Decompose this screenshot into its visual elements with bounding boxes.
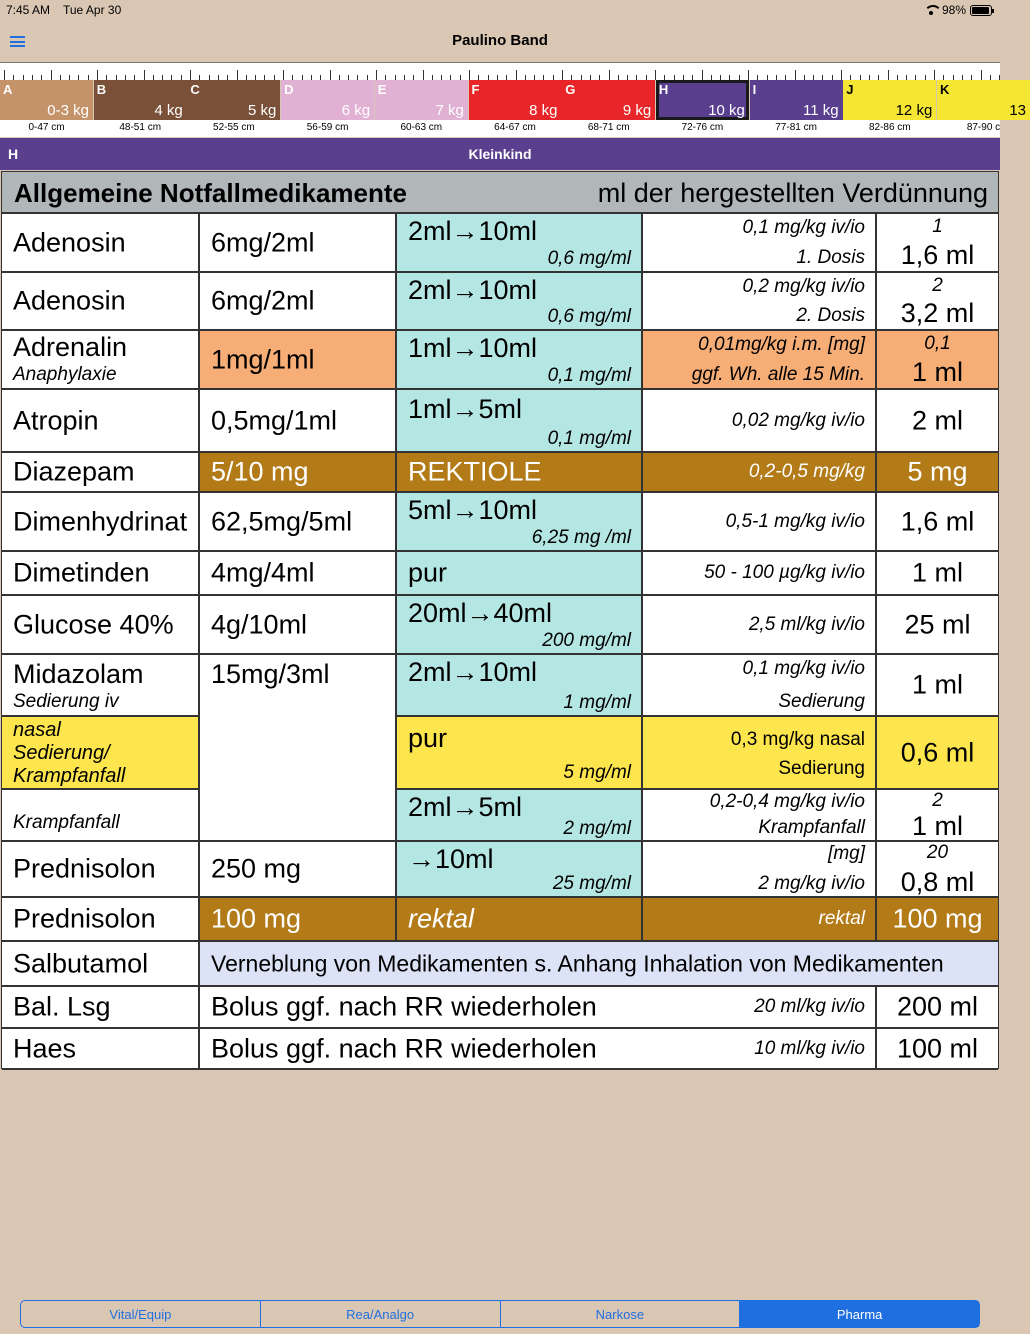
dilution-concentration: 25 mg/ml xyxy=(552,873,631,894)
dilution-text: 2ml→10ml xyxy=(408,657,538,687)
drug-name-text: Atropin xyxy=(13,405,99,435)
concentration-text: 4g/10ml xyxy=(211,609,308,639)
dose-note: 2. Dosis xyxy=(796,305,865,326)
drug-dose xyxy=(643,331,877,390)
result-volume: 1,6 ml xyxy=(900,506,975,536)
dose-text: 0,5-1 mg/kg iv/io xyxy=(725,510,865,532)
ruler-tick xyxy=(562,70,563,80)
result-volume: 1 ml xyxy=(911,669,963,700)
zone-letter: G xyxy=(565,82,576,97)
zone-weight: 11 kg xyxy=(803,102,839,119)
drug-dilution xyxy=(397,331,643,390)
dose-text: 0,2-0,4 mg/kg iv/io xyxy=(709,791,865,812)
zone-weight: 13 xyxy=(1009,102,1026,119)
category-bar xyxy=(0,138,1000,170)
dilution-text: pur xyxy=(408,723,448,753)
zone-letter: D xyxy=(284,82,294,97)
navigation-bar xyxy=(0,20,1000,62)
drug-dose xyxy=(643,717,877,790)
drug-name xyxy=(2,942,200,987)
dose-text: 0,02 mg/kg iv/io xyxy=(731,409,865,431)
dilution-text: 5ml→10ml xyxy=(408,495,538,525)
zone-letter: C xyxy=(190,82,200,97)
drug-result xyxy=(877,717,998,790)
status-bar xyxy=(0,0,1000,20)
dose-note: ggf. Wh. alle 15 Min. xyxy=(691,364,865,385)
drug-concentration xyxy=(200,493,397,552)
drug-dilution xyxy=(397,493,643,552)
drug-dilution xyxy=(397,214,643,273)
zone-weight: 8 kg xyxy=(529,102,558,119)
status-right xyxy=(924,3,992,17)
zone-length: 68-71 cm xyxy=(587,122,630,133)
drug-dilution xyxy=(397,552,643,596)
ruler-tick xyxy=(934,70,935,80)
dilution-text: →10ml xyxy=(408,844,494,874)
drug-name xyxy=(2,552,200,596)
result-dose: 2 xyxy=(932,790,943,811)
drug-dilution xyxy=(397,596,643,655)
zone-weight: 9 kg xyxy=(622,102,652,119)
drug-name xyxy=(2,214,200,273)
table-header-unit: ml der hergestellten Verdünnung xyxy=(597,178,988,208)
ruler-tick xyxy=(144,70,145,80)
drug-name-text: Diazepam xyxy=(13,456,135,487)
wifi-icon xyxy=(924,5,938,15)
drug-result xyxy=(877,493,998,552)
dilution-text: 2ml→5ml xyxy=(408,792,523,822)
weight-zone-i[interactable] xyxy=(750,80,843,120)
indication-line: nasal xyxy=(13,719,61,741)
drug-dose xyxy=(643,552,877,596)
drug-name xyxy=(2,493,200,552)
ruler-tick xyxy=(795,70,796,80)
drug-concentration xyxy=(200,273,397,331)
dose-text: [mg] xyxy=(828,843,865,864)
indication-line: Sedierung/ xyxy=(13,742,110,764)
concentration-text: 6mg/2ml xyxy=(211,227,315,257)
dose-note: 2 mg/kg iv/io xyxy=(758,873,865,894)
drug-name-text: Adrenalin xyxy=(13,332,128,362)
segmented-tab-bar xyxy=(20,1300,980,1328)
zone-letter: J xyxy=(846,82,854,97)
weight-zone-k[interactable] xyxy=(937,80,1030,120)
zone-letter: E xyxy=(377,82,387,97)
dose-text: 0,1 mg/kg iv/io xyxy=(742,217,865,238)
drug-dose xyxy=(643,493,877,552)
table-header xyxy=(2,172,998,214)
drug-result xyxy=(877,898,998,942)
drug-dilution xyxy=(397,655,643,717)
dilution-concentration: 5 mg/ml xyxy=(563,762,631,783)
instruction-text: Bolus ggf. nach RR wiederholen xyxy=(211,991,597,1022)
tab-pharma[interactable]: Pharma xyxy=(740,1301,979,1327)
ruler-ticks xyxy=(0,62,1000,80)
drug-result xyxy=(877,842,998,898)
ruler-tick xyxy=(283,70,284,80)
status-time: 7:45 AM xyxy=(6,3,51,17)
dilution-text: pur xyxy=(408,557,448,588)
zone-weight: 5 kg xyxy=(248,102,277,119)
result-volume: 3,2 ml xyxy=(900,298,975,328)
weight-zone-d[interactable] xyxy=(281,80,374,120)
drug-name-text: Adenosin xyxy=(13,227,126,257)
drug-name xyxy=(2,1029,200,1070)
drug-indication xyxy=(2,717,200,790)
concentration-text: 0,5mg/1ml xyxy=(211,405,338,435)
zone-weight: 6 kg xyxy=(341,102,371,119)
drug-name-text: Bal. Lsg xyxy=(13,991,111,1022)
dilution-text: 20ml→40ml xyxy=(408,598,553,628)
dilution-concentration: 0,6 mg/ml xyxy=(547,248,631,269)
dose-text: 0,2-0,5 mg/kg xyxy=(748,461,865,482)
drug-name-text: Glucose 40% xyxy=(13,609,174,639)
drug-name-text: Prednisolon xyxy=(13,903,156,934)
zone-length: 0-47 cm xyxy=(28,122,65,133)
ruler-tick xyxy=(97,70,98,80)
zone-letter: K xyxy=(940,82,950,97)
result-volume: 0,8 ml xyxy=(900,867,975,897)
drug-name-text: Dimenhydrinat xyxy=(13,506,188,536)
dose-text: 20 ml/kg iv/io xyxy=(754,996,865,1017)
result-volume: 100 ml xyxy=(896,1033,979,1063)
ruler-tick xyxy=(748,70,749,80)
result-dose: 100 mg xyxy=(892,903,983,934)
tab-vital-equip[interactable]: Vital/Equip xyxy=(21,1301,261,1327)
status-date: Tue Apr 30 xyxy=(63,3,122,17)
drug-dilution xyxy=(397,790,643,842)
drug-name-text: Haes xyxy=(13,1033,77,1063)
ruler-tick xyxy=(330,70,331,80)
ruler-tick xyxy=(888,70,889,80)
drug-name xyxy=(2,655,200,717)
dose-note: Krampfanfall xyxy=(758,817,865,838)
zone-weight: 10 kg xyxy=(708,102,745,119)
drug-concentration xyxy=(200,842,397,898)
weight-zone-a[interactable] xyxy=(0,80,93,120)
ruler-tick xyxy=(51,70,52,80)
concentration-text: 62,5mg/5ml xyxy=(211,506,353,536)
medication-table xyxy=(1,171,999,1069)
tab-rea-analgo[interactable]: Rea/Analgo xyxy=(261,1301,501,1327)
dose-text: 0,01mg/kg i.m. [mg] xyxy=(698,334,865,355)
zone-letter: A xyxy=(3,82,13,97)
drug-instruction xyxy=(200,987,877,1029)
result-volume: 0,6 ml xyxy=(900,737,975,767)
drug-name-text: Dimetinden xyxy=(13,557,150,588)
drug-name-text: Adenosin xyxy=(13,285,126,316)
drug-dilution xyxy=(397,273,643,331)
result-volume: 1 ml xyxy=(911,357,963,387)
drug-result xyxy=(877,331,998,390)
indication-line: Krampfanfall xyxy=(13,812,120,833)
dilution-concentration: 0,1 mg/ml xyxy=(547,428,631,449)
dose-note: 1. Dosis xyxy=(796,247,865,268)
dose-text: 0,2 mg/kg iv/io xyxy=(742,276,865,297)
ruler-tick xyxy=(469,70,470,80)
zone-length: 64-67 cm xyxy=(494,122,536,133)
drug-dose xyxy=(643,790,877,842)
zone-weight: 7 kg xyxy=(435,102,464,119)
zone-letter: H xyxy=(658,82,669,97)
dose-text: 50 - 100 µg/kg iv/io xyxy=(704,562,865,583)
drug-result xyxy=(877,596,998,655)
drug-name xyxy=(2,390,200,453)
drug-name xyxy=(2,596,200,655)
zone-length: 56-59 cm xyxy=(306,122,349,133)
zone-length: 82-86 cm xyxy=(868,122,911,133)
drug-concentration xyxy=(200,898,397,942)
drug-concentration xyxy=(200,453,397,493)
dilution-concentration: 200 mg/ml xyxy=(542,630,631,651)
dilution-text: 2ml→10ml xyxy=(408,216,538,246)
result-dose: 1 xyxy=(932,216,943,237)
ruler-tick xyxy=(981,70,982,80)
drug-indication xyxy=(2,790,200,842)
dilution-concentration: 0,1 mg/ml xyxy=(547,365,631,386)
indication-line: Krampfanfall xyxy=(13,765,126,787)
drug-result xyxy=(877,214,998,273)
drug-dilution xyxy=(397,717,643,790)
weight-zone-strip xyxy=(0,80,1026,120)
drug-dose xyxy=(643,453,877,493)
zone-letter: F xyxy=(471,82,480,97)
zone-length: 48-51 cm xyxy=(119,122,162,133)
result-volume: 1,6 ml xyxy=(900,240,975,270)
drug-name-text: Midazolam xyxy=(13,659,144,689)
drug-result xyxy=(877,390,998,453)
category-letter: H xyxy=(8,146,19,162)
concentration-text: 4mg/4ml xyxy=(211,557,315,588)
page-title: Paulino Band xyxy=(452,32,548,49)
battery-percent: 98% xyxy=(941,3,966,17)
concentration-text: 6mg/2ml xyxy=(211,285,315,316)
ruler-tick xyxy=(423,70,424,80)
drug-indication: Sedierung iv xyxy=(13,691,119,712)
drug-name xyxy=(2,987,200,1029)
dilution-concentration: 1 mg/ml xyxy=(563,692,631,713)
drug-name-text: Salbutamol xyxy=(13,948,149,978)
drug-dilution xyxy=(397,842,643,898)
drug-concentration xyxy=(200,552,397,596)
length-range-strip xyxy=(0,120,1000,137)
category-name: Kleinkind xyxy=(468,146,532,162)
drug-name xyxy=(2,331,200,390)
dilution-text: REKTIOLE xyxy=(408,456,542,487)
result-dose: 20 xyxy=(926,842,949,863)
drug-note xyxy=(200,942,998,987)
result-volume: 200 ml xyxy=(896,991,979,1022)
drug-dose xyxy=(643,214,877,273)
result-volume: 25 ml xyxy=(904,609,971,639)
dilution-concentration: 6,25 mg /ml xyxy=(531,527,631,548)
table-header-title: Allgemeine Notfallmedikamente xyxy=(14,178,407,208)
zone-length: 87-90 c xyxy=(966,122,1001,133)
dilution-text: 1ml→10ml xyxy=(408,333,538,363)
zone-length: 60-63 cm xyxy=(400,122,443,133)
zone-weight: 12 kg xyxy=(895,102,933,119)
ruler-tick xyxy=(516,70,517,80)
concentration-text: 100 mg xyxy=(211,903,302,934)
ruler-tick xyxy=(237,70,238,80)
drug-result xyxy=(877,453,998,493)
dose-text: 10 ml/kg iv/io xyxy=(754,1037,865,1059)
result-volume: 1 ml xyxy=(911,811,963,841)
weight-zone-h[interactable] xyxy=(656,80,749,120)
drug-dilution xyxy=(397,453,643,493)
ruler-tick xyxy=(376,70,377,80)
weight-zone-f[interactable] xyxy=(469,80,562,120)
weight-zone-g[interactable] xyxy=(562,80,655,120)
dilution-text: rektal xyxy=(408,903,475,934)
drug-dose xyxy=(643,898,877,942)
drug-name xyxy=(2,898,200,942)
dose-text: 0,3 mg/kg nasal xyxy=(730,729,865,750)
drug-dose xyxy=(643,842,877,898)
drug-result xyxy=(877,987,998,1029)
zone-length: 72-76 cm xyxy=(681,122,724,133)
dose-note: Sedierung xyxy=(778,758,865,779)
dose-text: 2,5 ml/kg iv/io xyxy=(748,613,865,635)
drug-result xyxy=(877,655,998,717)
drug-concentration xyxy=(200,655,397,842)
battery-icon xyxy=(970,5,992,16)
result-volume: 1 ml xyxy=(911,557,963,588)
drug-result xyxy=(877,790,998,842)
dose-note: Sedierung xyxy=(778,691,865,712)
weight-zone-b[interactable] xyxy=(94,80,187,120)
drug-dose xyxy=(643,655,877,717)
dose-text: 0,1 mg/kg iv/io xyxy=(742,658,865,679)
drug-result xyxy=(877,1029,998,1070)
instruction-text: Bolus ggf. nach RR wiederholen xyxy=(211,1033,597,1063)
drug-dose xyxy=(643,596,877,655)
ruler-tick xyxy=(841,70,842,80)
result-dose: 0,1 xyxy=(924,333,951,354)
ruler-tick xyxy=(702,70,703,80)
weight-zone-j[interactable] xyxy=(843,80,936,120)
dilution-text: 1ml→5ml xyxy=(408,394,523,424)
zone-weight: 0-3 kg xyxy=(47,102,89,119)
ruler-tick xyxy=(609,70,610,80)
concentration-text: 1mg/1ml xyxy=(211,344,315,374)
zone-weight: 4 kg xyxy=(154,102,183,119)
drug-name xyxy=(2,453,200,493)
ruler-tick xyxy=(655,70,656,80)
dilution-concentration: 0,6 mg/ml xyxy=(547,306,631,327)
concentration-text: 15mg/3ml xyxy=(211,659,330,689)
note-text: Verneblung von Medikamenten s. Anhang Inhalation von Medikamenten xyxy=(211,950,944,976)
concentration-text: 5/10 mg xyxy=(211,456,309,487)
drug-name xyxy=(2,273,200,331)
weight-zone-e[interactable] xyxy=(375,80,468,120)
dilution-text: 2ml→10ml xyxy=(408,275,538,305)
result-dose: 5 mg xyxy=(907,456,968,487)
drug-dose xyxy=(643,390,877,453)
dilution-concentration: 2 mg/ml xyxy=(563,818,631,839)
ruler-tick xyxy=(4,70,5,80)
drug-concentration xyxy=(200,331,397,390)
drug-dilution xyxy=(397,390,643,453)
weight-zone-c[interactable] xyxy=(187,80,280,120)
result-volume: 2 ml xyxy=(911,405,963,435)
drug-dose xyxy=(643,273,877,331)
drug-concentration xyxy=(200,214,397,273)
drug-indication: Anaphylaxie xyxy=(13,364,117,385)
tab-narkose[interactable]: Narkose xyxy=(501,1301,741,1327)
drug-name xyxy=(2,842,200,898)
zone-length: 52-55 cm xyxy=(213,122,255,133)
drug-result xyxy=(877,273,998,331)
drug-result xyxy=(877,552,998,596)
drug-concentration xyxy=(200,390,397,453)
dose-text: rektal xyxy=(818,908,865,929)
zone-length: 77-81 cm xyxy=(775,122,817,133)
result-dose: 2 xyxy=(932,275,943,296)
concentration-text: 250 mg xyxy=(211,853,302,884)
drug-dilution xyxy=(397,898,643,942)
drug-name-text: Prednisolon xyxy=(13,853,156,884)
ruler-tick xyxy=(190,70,191,80)
drug-concentration xyxy=(200,596,397,655)
zone-letter: I xyxy=(752,82,757,97)
drug-instruction xyxy=(200,1029,877,1070)
zone-letter: B xyxy=(96,82,107,97)
